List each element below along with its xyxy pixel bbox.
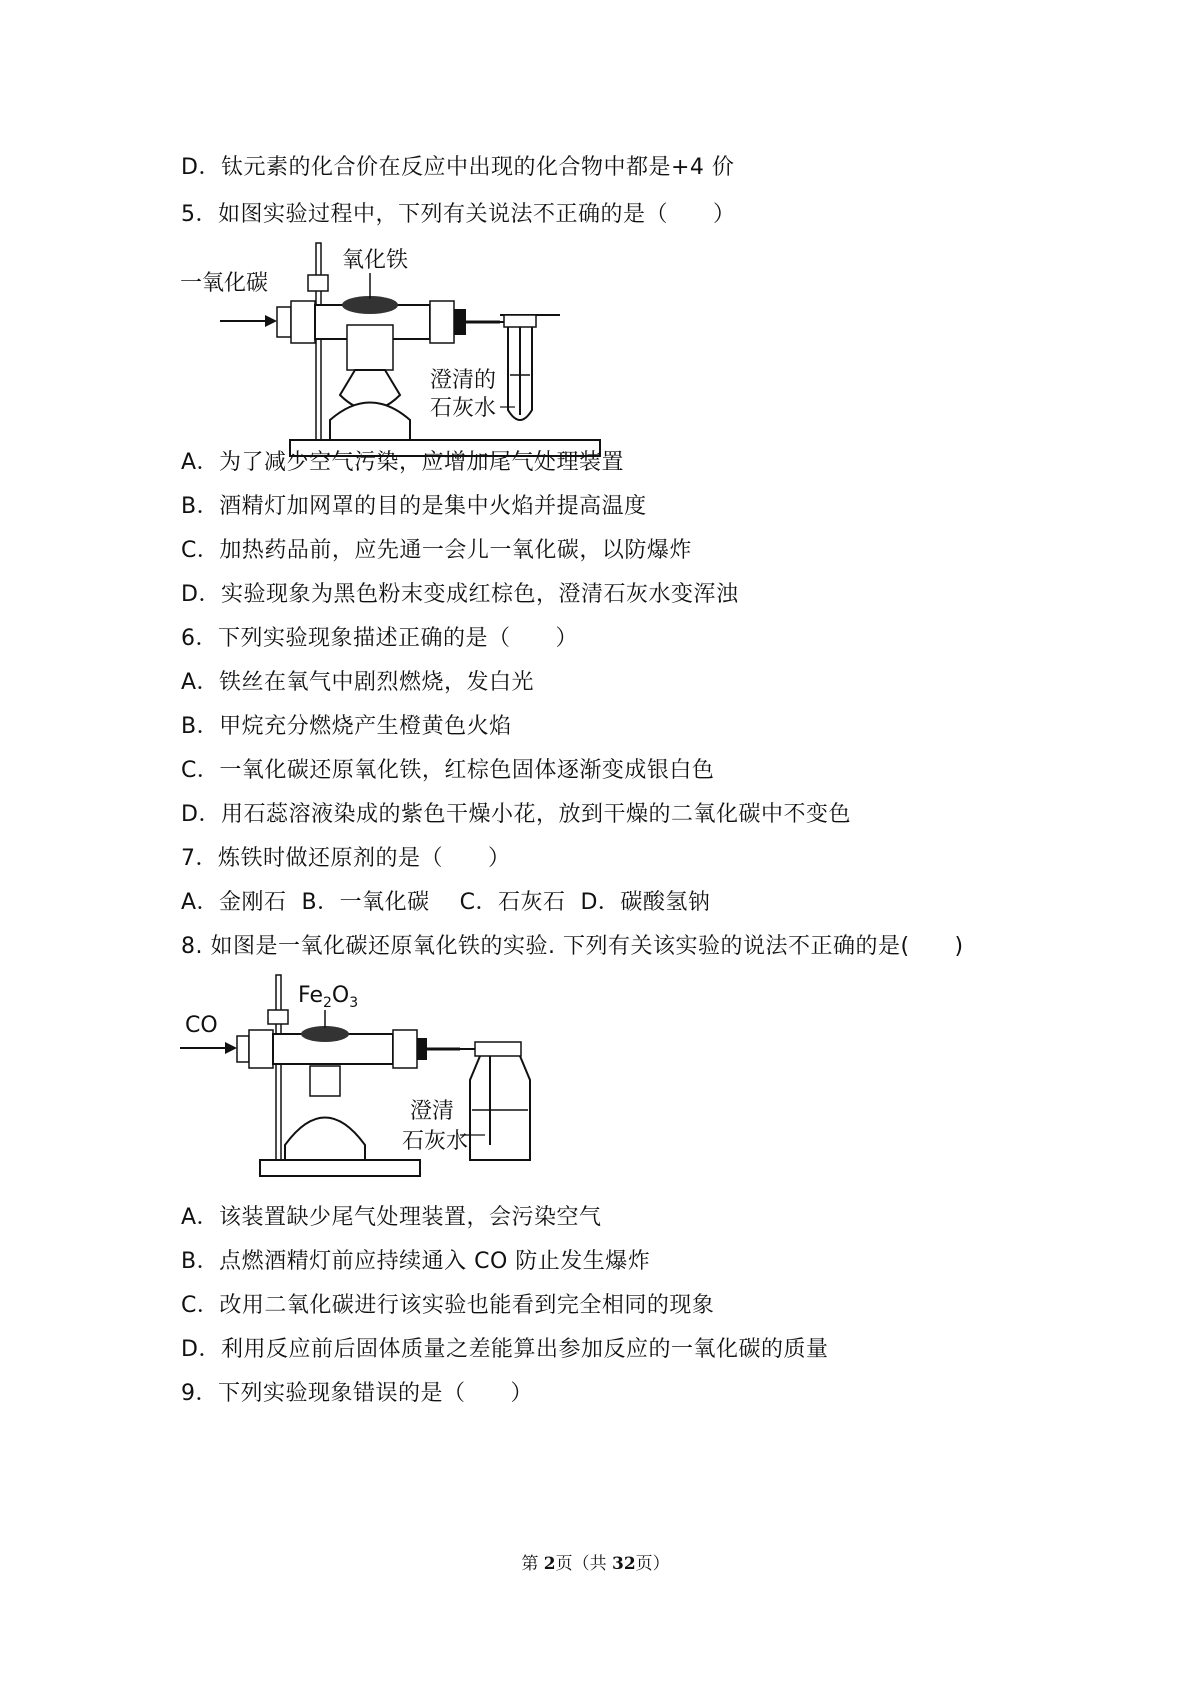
option-6c: C．一氧化碳还原氧化铁，红棕色固体逐渐变成银白色 — [181, 758, 715, 783]
water-label-2: 石灰水 — [430, 396, 497, 421]
water-label-1: 澄清的 — [430, 368, 497, 393]
option-8d: D．利用反应前后固体质量之差能算出参加反应的一氧化碳的质量 — [181, 1337, 829, 1362]
page-number: 2 — [543, 1554, 556, 1574]
page-footer: 第 2页（共 32页） — [521, 1554, 670, 1574]
option-6b: B．甲烷充分燃烧产生橙黄色火焰 — [181, 714, 512, 739]
fe2o3-label: $Fe_2O_3$ — [298, 983, 359, 1011]
water-label-2: 石灰水 — [402, 1129, 469, 1154]
option-5a: A．为了减少空气污染，应增加尾气处理装置 — [181, 450, 625, 475]
solid-label: 氧化铁 — [342, 248, 409, 273]
options-7: A．金刚石 B．一氧化碳 C．石灰石 D．碳酸氢钠 — [181, 890, 711, 915]
gas-label: 一氧化碳 — [180, 271, 269, 296]
question-8: 8. 如图是一氧化碳还原氧化铁的实验. 下列有关该实验的说法不正确的是( ) — [181, 934, 964, 959]
water-label-1: 澄清 — [410, 1099, 455, 1124]
option-5b: B．酒精灯加网罩的目的是集中火焰并提高温度 — [181, 494, 647, 519]
question-6: 6．下列实验现象描述正确的是（ ） — [181, 626, 578, 651]
option-6a: A．铁丝在氧气中剧烈燃烧，发白光 — [181, 670, 535, 695]
option-5d: D．实验现象为黑色粉末变成红棕色，澄清石灰水变浑浊 — [181, 582, 739, 607]
option-4d: D．钛元素的化合价在反应中出现的化合物中都是+4 价 — [181, 155, 735, 180]
page-total: 32 — [611, 1554, 636, 1574]
option-8c: C．改用二氧化碳进行该实验也能看到完全相同的现象 — [181, 1293, 715, 1318]
apparatus-diagram-1 — [180, 235, 640, 465]
option-5c: C．加热药品前，应先通一会儿一氧化碳，以防爆炸 — [181, 538, 692, 563]
option-8b: B．点燃酒精灯前应持续通入 CO 防止发生爆炸 — [181, 1249, 651, 1274]
question-7: 7．炼铁时做还原剂的是（ ） — [181, 846, 511, 871]
option-8a: A．该装置缺少尾气处理装置，会污染空气 — [181, 1205, 602, 1230]
co-label: CO — [185, 1013, 218, 1038]
apparatus-diagram-2 — [180, 970, 580, 1180]
question-5: 5．如图实验过程中，下列有关说法不正确的是（ ） — [181, 202, 736, 227]
option-6d: D．用石蕊溶液染成的紫色干燥小花，放到干燥的二氧化碳中不变色 — [181, 802, 851, 827]
question-9: 9．下列实验现象错误的是（ ） — [181, 1381, 533, 1406]
